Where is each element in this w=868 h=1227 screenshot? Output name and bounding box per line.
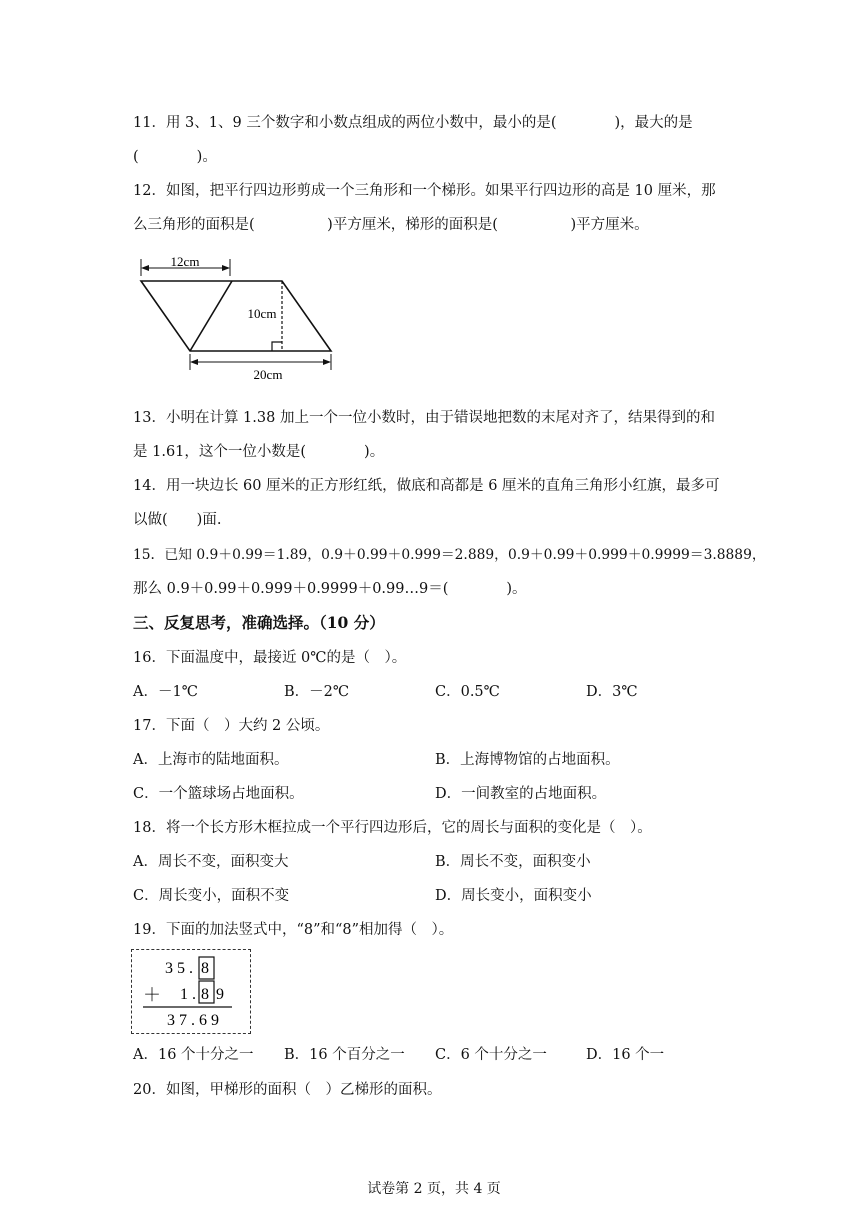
page-footer: 试卷第 2 页，共 4 页 <box>367 1181 501 1197</box>
q17-option-b: B．上海博物馆的占地面积。 <box>435 752 620 768</box>
sum-result: 3 7 . 6 9 <box>167 1012 219 1029</box>
question-12-line-2: 么三角形的面积是( )平方厘米，梯形的面积是( )平方厘米。 <box>133 217 649 233</box>
q16-option-b: B．－2℃ <box>284 684 350 700</box>
q17-option-c: C．一个篮球场占地面积。 <box>133 786 304 802</box>
question-18: 18．将一个长方形木框拉成一个平行四边形后，它的周长与面积的变化是（ ）。 <box>133 820 652 836</box>
question-15-line-1: 15．已知 0.9＋0.99＝1.89，0.9＋0.99＋0.999＝2.889，0.9＋0.99＋0.999＋0.9999＝3.8889， <box>133 547 766 563</box>
question-20: 20．如图，甲梯形的面积（ ）乙梯形的面积。 <box>133 1082 442 1098</box>
sum-row-1: 3 5 . <box>165 960 193 977</box>
q19-option-b: B．16 个百分之一 <box>284 1047 405 1063</box>
question-16: 16．下面温度中，最接近 0℃的是（ ）。 <box>133 650 407 666</box>
top-length-label: 12cm <box>170 254 200 269</box>
sum-row-2-tail-digit: 9 <box>216 986 224 1003</box>
parallelogram-figure <box>130 250 350 385</box>
sum-row-1-boxed-digit: 8 <box>201 960 209 977</box>
parallelogram-outline <box>141 281 331 351</box>
question-13-line-2: 是 1.61，这个一位小数是( )。 <box>133 444 385 460</box>
cut-line <box>190 281 232 351</box>
question-15-line-2: 那么 0.9＋0.99＋0.999＋0.9999＋0.99…9＝( )。 <box>133 581 527 597</box>
question-12-line-1: 12．如图，把平行四边形剪成一个三角形和一个梯形。如果平行四边形的高是 10 厘米，那 <box>133 183 716 199</box>
question-14-line-1: 14．用一块边长 60 厘米的正方形红纸，做底和高都是 6 厘米的直角三角形小红旗，最多可 <box>133 478 720 494</box>
q19-option-c: C．6 个十分之一 <box>435 1047 547 1063</box>
q16-option-a: A．－1℃ <box>133 684 198 700</box>
question-14-line-2: 以做( )面. <box>133 512 222 528</box>
vertical-addition <box>131 949 251 1034</box>
q16-option-d: D．3℃ <box>586 684 638 700</box>
section-3-heading: 三、反复思考，准确选择。（10 分） <box>133 613 385 632</box>
q18-option-c: C．周长变小，面积不变 <box>133 888 290 904</box>
question-11-line-1: 11．用 3、1、9 三个数字和小数点组成的两位小数中，最小的是( )，最大的是 <box>133 115 693 131</box>
question-11-line-2: ( )。 <box>133 149 217 165</box>
right-angle-mark <box>272 342 282 351</box>
q17-option-a: A．上海市的陆地面积。 <box>133 752 289 768</box>
q18-option-d: D．周长变小，面积变小 <box>435 888 592 904</box>
plus-sign: ＋ <box>143 985 161 1005</box>
q16-option-c: C．0.5℃ <box>435 684 500 700</box>
q19-option-d: D．16 个一 <box>586 1047 665 1063</box>
sum-row-2-boxed-digit: 8 <box>201 986 209 1003</box>
bottom-length-label: 20cm <box>253 367 283 382</box>
question-17: 17．下面（ ）大约 2 公顷。 <box>133 718 330 734</box>
sum-row-2: 1 . <box>180 986 196 1003</box>
question-13-line-1: 13．小明在计算 1.38 加上一个一位小数时，由于错误地把数的末尾对齐了，结果得到的和 <box>133 410 715 426</box>
q17-option-d: D．一间教室的占地面积。 <box>435 786 607 802</box>
height-label: 10cm <box>247 306 277 321</box>
q18-option-b: B．周长不变，面积变小 <box>435 854 591 870</box>
question-19: 19．下面的加法竖式中，“8”和“8”相加得（ ）。 <box>133 922 454 938</box>
q18-option-a: A．周长不变，面积变大 <box>133 854 289 870</box>
q19-option-a: A．16 个十分之一 <box>133 1047 254 1063</box>
